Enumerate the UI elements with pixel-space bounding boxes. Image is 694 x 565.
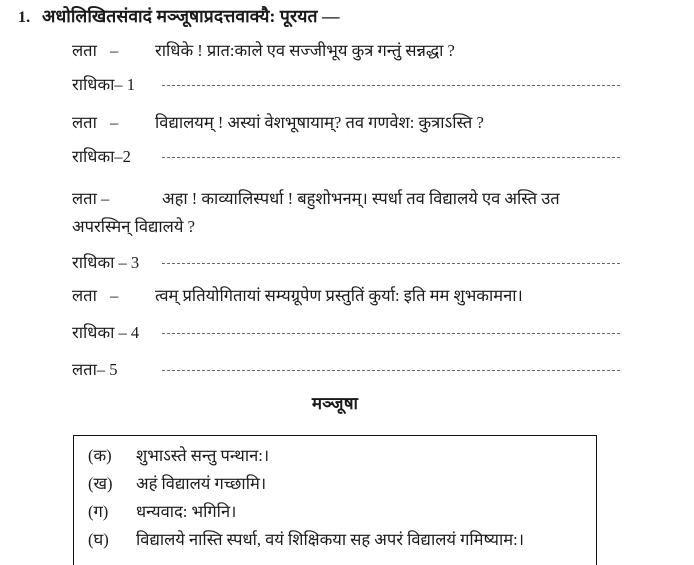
speaker-label: राधिका–2 [72,147,131,166]
speaker-label: राधिका – 4 [72,323,140,342]
dialogue-row-blank [0,320,694,346]
manjusha-item [74,442,596,470]
speaker-dash: – [110,113,119,132]
dialogue-row-blank [0,72,694,98]
dialogue-row [0,38,694,64]
manjusha-box [73,435,597,565]
question-prompt: अधोलिखितसंवादं मञ्जूषाप्रदत्तवाक्यै: पूरयत — [42,6,340,26]
utterance-text: राधिके ! प्रात:काले एव सज्जीभूय कुत्र गन्तुं सन्नद्धा ? [155,41,455,60]
answer-blank-line[interactable] [162,157,620,158]
speaker-label: लता [72,41,97,60]
manjusha-item-label: (ख) [88,474,113,493]
answer-blank-line[interactable] [162,333,620,334]
answer-blank-line[interactable] [162,85,620,86]
manjusha-item [74,526,596,554]
answer-blank-line[interactable] [162,370,620,371]
manjusha-item [74,470,596,498]
manjusha-item-text: धन्यवाद: भगिनि। [136,502,237,521]
speaker-label: राधिका– 1 [72,75,136,94]
speaker-label: राधिका – 3 [72,253,140,272]
speaker-label: लता– 5 [72,360,118,379]
speaker-dash: – [110,286,119,305]
dialogue-row [0,186,694,212]
dialogue-row [0,110,694,136]
answer-blank-line[interactable] [162,263,620,264]
manjusha-title-text: मञ्जूषा [311,394,359,413]
speaker-label: लता [72,286,97,305]
dialogue-row-blank [0,144,694,170]
speaker-dash: – [110,41,119,60]
utterance-text: अहा ! काव्यालिस्पर्धा ! बहुशोभनम्‌। स्पर्धा तव विद्यालये एव अस्ति उत [162,189,560,208]
dialogue-row [0,283,694,309]
question-heading [18,4,668,30]
manjusha-item-label: (घ) [88,530,109,549]
manjusha-item-text: विद्यालये नास्ति स्पर्धा, वयं शिक्षिकया सह अपरं विद्यालयं गमिष्याम:। [136,530,524,549]
utterance-continuation: अपरस्मिन् विद्यालये ? [72,217,195,236]
manjusha-item [74,498,596,526]
manjusha-title [0,392,694,416]
manjusha-item-label: (ग) [88,502,109,521]
speaker-label: लता – [72,189,110,208]
manjusha-item-text: अहं विद्यालयं गच्छामि। [136,474,267,493]
dialogue-row-blank [0,250,694,276]
manjusha-item-text: शुभाऽस्ते सन्तु पन्थान:। [136,446,270,465]
utterance-text: विद्यालयम् ! अस्यां वेशभूषायाम्? तव गणवेश: कुत्राऽस्ति ? [155,113,484,132]
speaker-label: लता [72,113,97,132]
dialogue-row-blank [0,357,694,383]
question-number: 1. [18,9,31,26]
utterance-text: त्वम् प्रतियोगितायां सम्यग्रूपेण प्रस्तुतिं कुर्या: इति मम शुभकामना। [155,286,523,305]
manjusha-item-label: (क) [88,446,112,465]
